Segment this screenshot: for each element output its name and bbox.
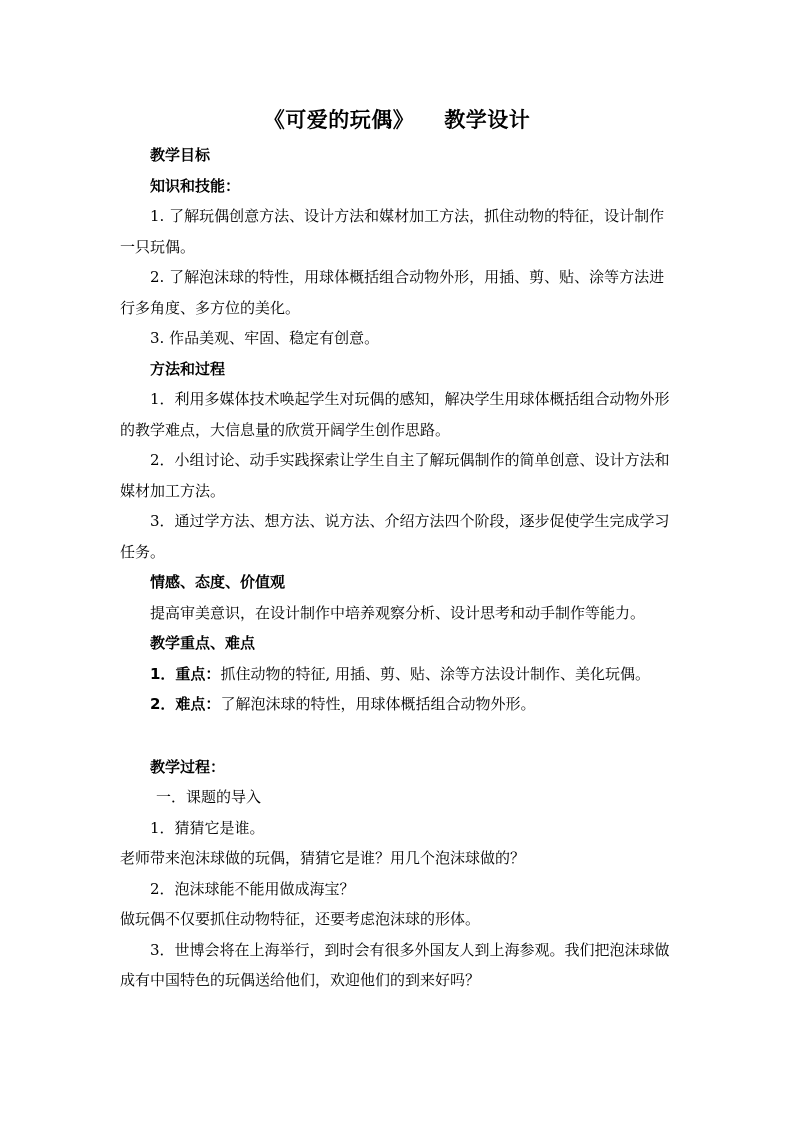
process-item-1-text: 老师带来泡沫球做的玩偶，猜猜它是谁？用几个泡沫球做的？: [120, 849, 526, 867]
document-body: [120, 140, 676, 996]
process-section-1: 一．课题的导入: [156, 788, 262, 806]
knowledge-item-2: 2. 了解泡沫球的特性，用球体概括组合动物外形，用插、剪、贴、涂等方法进行多角度、多方位的美化。: [120, 268, 665, 317]
title-design: 教学设计: [444, 108, 531, 132]
knowledge-item-1: 1. 了解玩偶创意方法、设计方法和媒材加工方法，抓住动物的特征，设计制作一只玩偶。: [120, 207, 665, 256]
title-book: 《可爱的玩偶》: [263, 108, 415, 132]
keypoints-heading: 教学重点、难点: [150, 634, 256, 652]
page-title: [0, 104, 794, 134]
process-item-2-text: 做玩偶不仅要抓住动物特征，还要考虑泡沫球的形体。: [120, 910, 481, 928]
keypoint-1-label: 1．重点：: [150, 664, 221, 683]
keypoint-2-label: 2．难点：: [150, 695, 221, 713]
keypoint-1-text: 抓住动物的特征, 用插、剪、贴、涂等方法设计制作、美化玩偶。: [220, 664, 650, 683]
objectives-heading: 教学目标: [150, 146, 211, 164]
method-item-1: 1．利用多媒体技术唤起学生对玩偶的感知，解决学生用球体概括组合动物外形的教学难点，大信息量的欣赏开阔学生创作思路。: [120, 390, 670, 439]
method-item-2: 2．小组讨论、动手实践探索让学生自主了解玩偶制作的简单创意、设计方法和媒材加工方法。: [120, 451, 670, 500]
method-item-3: 3．通过学方法、想方法、说方法、介绍方法四个阶段，逐步促使学生完成学习任务。: [120, 512, 670, 561]
knowledge-item-3: 3. 作品美观、牢固、稳定有创意。: [150, 329, 380, 347]
emotion-text: 提高审美意识，在设计制作中培养观察分析、设计思考和动手制作等能力。: [150, 603, 646, 622]
method-heading: 方法和过程: [150, 359, 226, 378]
emotion-heading: 情感、态度、价值观: [150, 573, 286, 591]
process-item-3: 3．世博会将在上海举行，到时会有很多外国友人到上海参观。我们把泡沫球做成有中国特色的玩偶送给他们，欢迎他们的到来好吗？: [120, 940, 670, 989]
process-item-1: 1．猜猜它是谁。: [150, 818, 265, 837]
process-item-2: 2．泡沫球能不能用做成海宝？: [150, 879, 355, 898]
knowledge-heading: 知识和技能：: [150, 176, 241, 195]
process-heading: 教学过程：: [150, 757, 226, 776]
keypoint-2-text: 了解泡沫球的特性，用球体概括组合动物外形。: [220, 695, 536, 713]
keypoint-1: [120, 659, 676, 690]
keypoint-2: [120, 689, 676, 720]
